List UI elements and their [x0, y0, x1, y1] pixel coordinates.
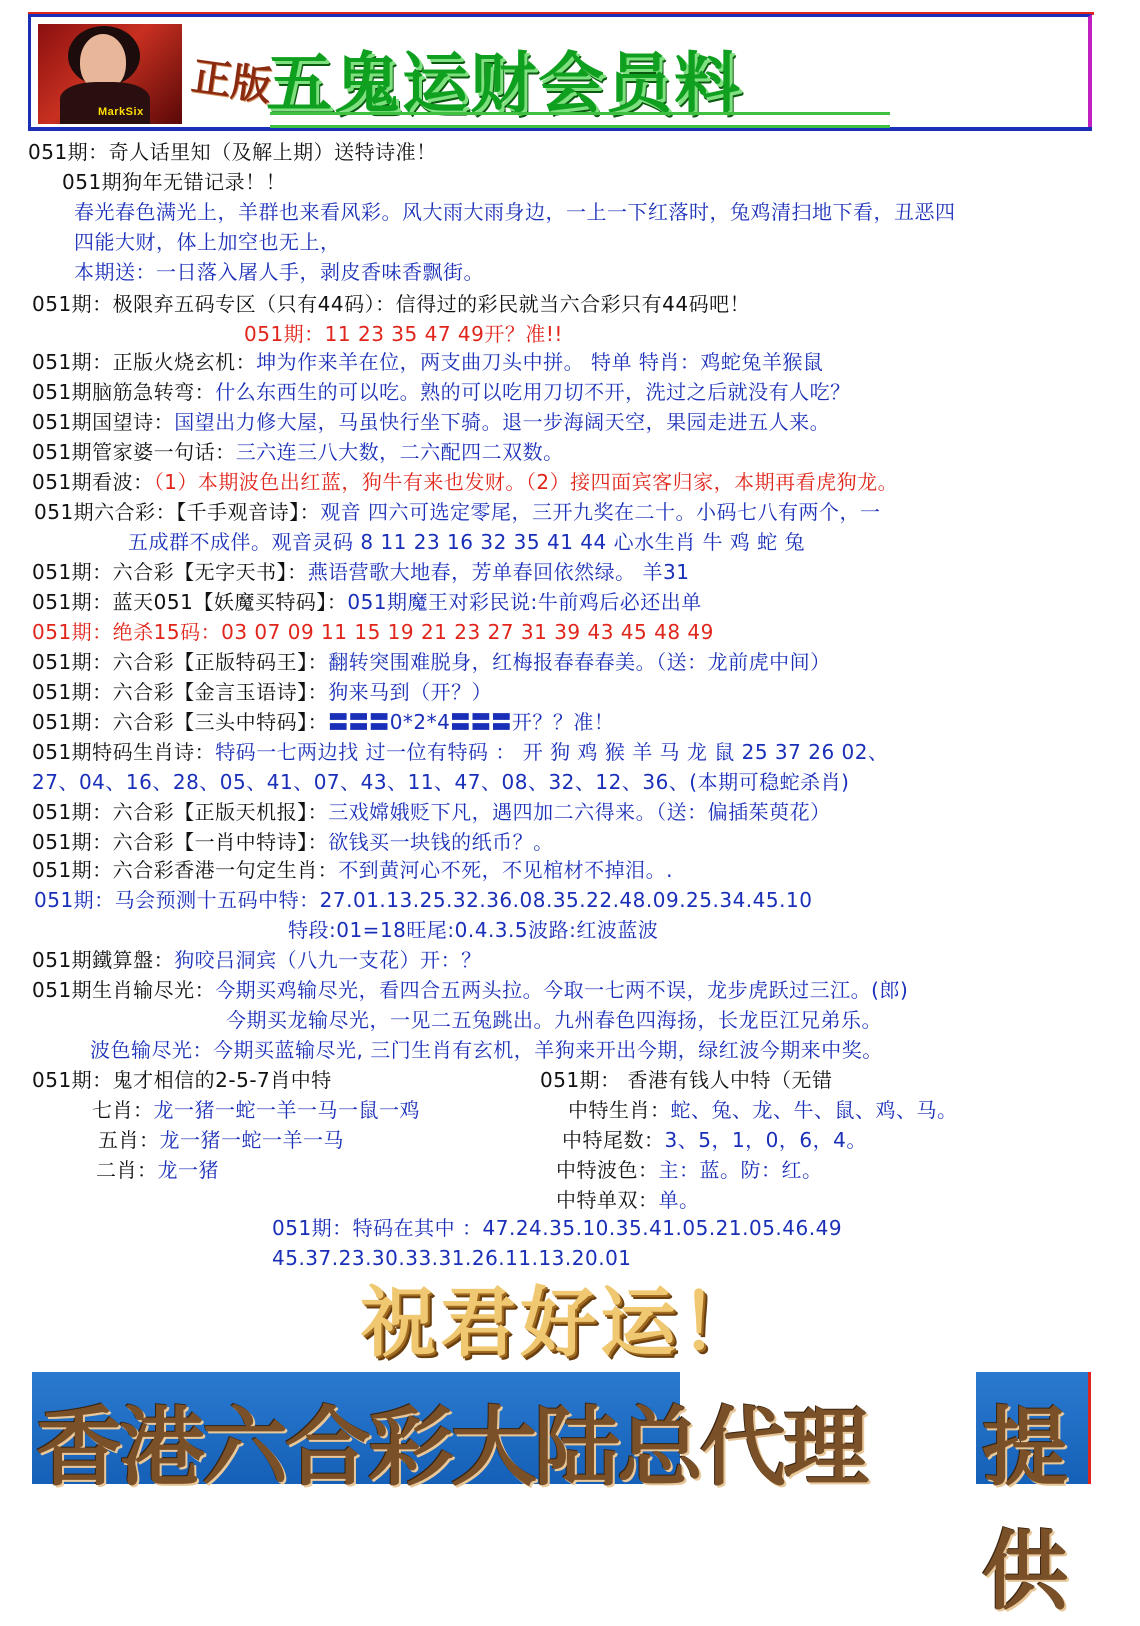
line-24 — [32, 830, 554, 854]
good-luck-title: 祝君好运！ — [360, 1278, 760, 1367]
footer-banner-provider: 提供 — [982, 1397, 1065, 1622]
line-04: 四能大财，体上加空也无上， — [74, 230, 341, 254]
line-11-label: 051期管家婆一句话： — [32, 440, 236, 464]
line-10-label: 051期国望诗： — [32, 410, 175, 434]
line-18 — [32, 650, 831, 674]
line-10 — [32, 410, 830, 434]
line-13 — [34, 500, 881, 524]
line-18-label: 051期：六合彩【正版特码王】： — [32, 650, 329, 674]
line-09 — [32, 380, 851, 404]
line-09-text: 什么东西生的可以吃。熟的可以吃用刀切不开，洗过之后就没有人吃？ — [215, 380, 851, 404]
line-03: 春光春色满光上，羊群也来看风彩。风大雨大雨身边，一上一下红落时，兔鸡清扫地下看，丑恶四 — [74, 200, 956, 224]
seven-zodiac-label: 七肖： — [92, 1098, 154, 1122]
line-29 — [32, 978, 908, 1002]
line-10-text: 国望出力修大屋，马虽快行坐下骑。退一步海阔天空，果园走进五人来。 — [174, 410, 831, 434]
line-21 — [32, 740, 889, 764]
line-25-label: 051期：六合彩香港一句定生肖： — [32, 858, 339, 882]
line-11-text: 三六连三八大数，二六配四二双数。 — [235, 440, 564, 464]
line-34-left — [98, 1128, 344, 1152]
line-15-label: 051期：六合彩【无字天书】： — [32, 560, 308, 584]
line-32-left: 051期：鬼才相信的2-5-7肖中特 — [32, 1068, 332, 1092]
line-15 — [32, 560, 690, 584]
line-23-label: 051期：六合彩【正版天机报】： — [32, 800, 329, 824]
odd-even-label: 中特单双： — [556, 1188, 659, 1212]
line-36-right — [556, 1188, 700, 1212]
line-08-text: 坤为作来羊在位，两支曲刀头中拼。 特单 特肖：鸡蛇兔羊猴鼠 — [256, 350, 824, 374]
line-12 — [32, 470, 898, 494]
line-02: 051期狗年无错记录！！ — [62, 170, 287, 194]
footer-banner-text: 香港六合彩大陆总代理 — [36, 1397, 866, 1498]
line-08-label: 051期：正版火烧玄机： — [32, 350, 257, 374]
line-24-label: 051期：六合彩【一肖中特诗】： — [32, 830, 329, 854]
line-28 — [32, 948, 482, 972]
line-13-label: 051期六合彩：【千手观音诗】： — [34, 500, 321, 524]
line-19-label: 051期：六合彩【金言玉语诗】： — [32, 680, 329, 704]
line-23-text: 三戏嫦娥贬下凡，遇四加二六得来。（送：偏插茱萸花） — [328, 800, 831, 824]
line-08 — [32, 350, 823, 374]
line-20-eq-right: 〓〓〓 — [450, 710, 512, 734]
line-15-text: 燕语营歌大地春，芳单春回依然绿。 羊31 — [307, 560, 690, 584]
line-20-label: 051期：六合彩【三头中特码】： — [32, 710, 329, 734]
line-01: 051期：奇人话里知（及解上期）送特诗准！ — [28, 140, 437, 164]
line-33-right — [568, 1098, 958, 1122]
tail-number-text: 3、5，1，0，6，4。 — [664, 1128, 867, 1152]
line-28-text: 狗咬吕洞宾（八九一支花）开：？ — [174, 948, 482, 972]
line-25-text: 不到黄河心不死，不见棺材不掉泪。. — [338, 858, 674, 882]
two-zodiac-label: 二肖： — [96, 1158, 158, 1182]
line-30: 今期买龙输尽光，一见二五兔跳出。九州春色四海扬，长龙臣江兄弟乐。 — [226, 1008, 882, 1032]
wave-color-label: 中特波色： — [556, 1158, 659, 1182]
line-14: 五成群不成伴。观音灵码 8 11 23 16 32 35 41 44 心水生肖 牛 鸡 蛇 兔 — [128, 530, 806, 554]
line-29-label: 051期生肖输尽光： — [32, 978, 216, 1002]
line-05: 本期送：一日落入屠人手，剥皮香味香飘街。 — [74, 260, 484, 284]
line-28-label: 051期鐵算盤： — [32, 948, 175, 972]
tail-number-label: 中特尾数： — [562, 1128, 665, 1152]
line-19-text: 狗来马到（开？） — [328, 680, 493, 704]
line-24-text: 欲钱买一块钱的纸币？。 — [328, 830, 554, 854]
line-29-text: 今期买鸡输尽光，看四合五两头拉。今取一七两不误，龙步虎跃过三江。(郎) — [215, 978, 909, 1002]
line-20-tail: 开？？准！ — [511, 710, 615, 734]
zhengban-badge: 正版 — [188, 52, 275, 111]
line-35-right — [556, 1158, 823, 1182]
line-16-text: 051期魔王对彩民说:牛前鸡后必还出单 — [347, 590, 702, 614]
line-07: 051期：11 23 35 47 49开？准!! — [244, 322, 563, 346]
zodiac-pick-label: 中特生肖： — [568, 1098, 671, 1122]
line-06: 051期：极限弃五码专区（只有44码）：信得过的彩民就当六合彩只有44码吧！ — [32, 292, 751, 316]
wave-color-text: 主：蓝。防：红。 — [658, 1158, 823, 1182]
line-31: 波色输尽光：今期买蓝输尽光, 三门生肖有玄机，羊狗来开出今期，绿红波今期来中奖。 — [90, 1038, 883, 1062]
line-20 — [32, 710, 614, 734]
line-13-text: 观音 四六可选定零尾，三开九奖在二十。小码七八有两个，一 — [320, 500, 881, 524]
line-18-text: 翻转突围难脱身，红梅报春春春美。（送：龙前虎中间） — [328, 650, 831, 674]
header-photo — [38, 24, 182, 124]
line-21-label: 051期特码生肖诗： — [32, 740, 216, 764]
line-16 — [32, 590, 702, 614]
line-17: 051期：绝杀15码：03 07 09 11 15 19 21 23 27 31 39 43 45 48 49 — [32, 620, 714, 644]
two-zodiac-text: 龙一猪 — [157, 1158, 219, 1182]
line-27: 特段:01=18旺尾:0.4.3.5波路:红波蓝波 — [288, 918, 659, 942]
line-09-label: 051期脑筋急转弯： — [32, 380, 216, 404]
line-34-right — [562, 1128, 867, 1152]
line-22: 27、04、16、28、05、41、07、43、11、47、08、32、12、36、(本期可稳蛇杀肖) — [32, 770, 850, 794]
zodiac-pick-text: 蛇、兔、龙、牛、鼠、鸡、马。 — [670, 1098, 958, 1122]
line-38: 45.37.23.30.33.31.26.11.13.20.01 — [272, 1246, 632, 1270]
title-underline — [270, 112, 890, 128]
odd-even-text: 单。 — [658, 1188, 700, 1212]
line-23 — [32, 800, 831, 824]
five-zodiac-text: 龙一猪一蛇一羊一马 — [159, 1128, 344, 1152]
line-32-right: 051期： 香港有钱人中特（无错 — [540, 1068, 833, 1092]
line-19 — [32, 680, 492, 704]
line-11 — [32, 440, 564, 464]
line-16-label: 051期：蓝天051【妖魔买特码】： — [32, 590, 348, 614]
seven-zodiac-text: 龙一猪一蛇一羊一马一鼠一鸡 — [153, 1098, 420, 1122]
line-37: 051期：特码在其中 ：47.24.35.10.35.41.05.21.05.46.49 — [272, 1216, 843, 1240]
line-25 — [32, 858, 673, 882]
line-20-code: 0*2*4 — [389, 710, 451, 734]
line-33-left — [92, 1098, 420, 1122]
five-zodiac-label: 五肖： — [98, 1128, 160, 1152]
line-21-text: 特码一七两边找 过一位有特码 ： 开 狗 鸡 猴 羊 马 龙 鼠 25 37 26 02、 — [215, 740, 889, 764]
line-35-left — [96, 1158, 219, 1182]
line-12-text: （1）本期波色出红蓝，狗牛有来也发财。（2）接四面宾客归家，本期再看虎狗龙。 — [153, 470, 899, 494]
line-20-eq-left: 〓〓〓 — [328, 710, 390, 734]
line-26: 051期：马会预测十五码中特：27.01.13.25.32.36.08.35.22.48.09.25.34.45.10 — [34, 888, 813, 912]
page-title: 五鬼运财会员料 — [266, 45, 742, 122]
photo-watermark: MarkSix — [98, 106, 144, 118]
line-12-label: 051期看波： — [32, 470, 154, 494]
